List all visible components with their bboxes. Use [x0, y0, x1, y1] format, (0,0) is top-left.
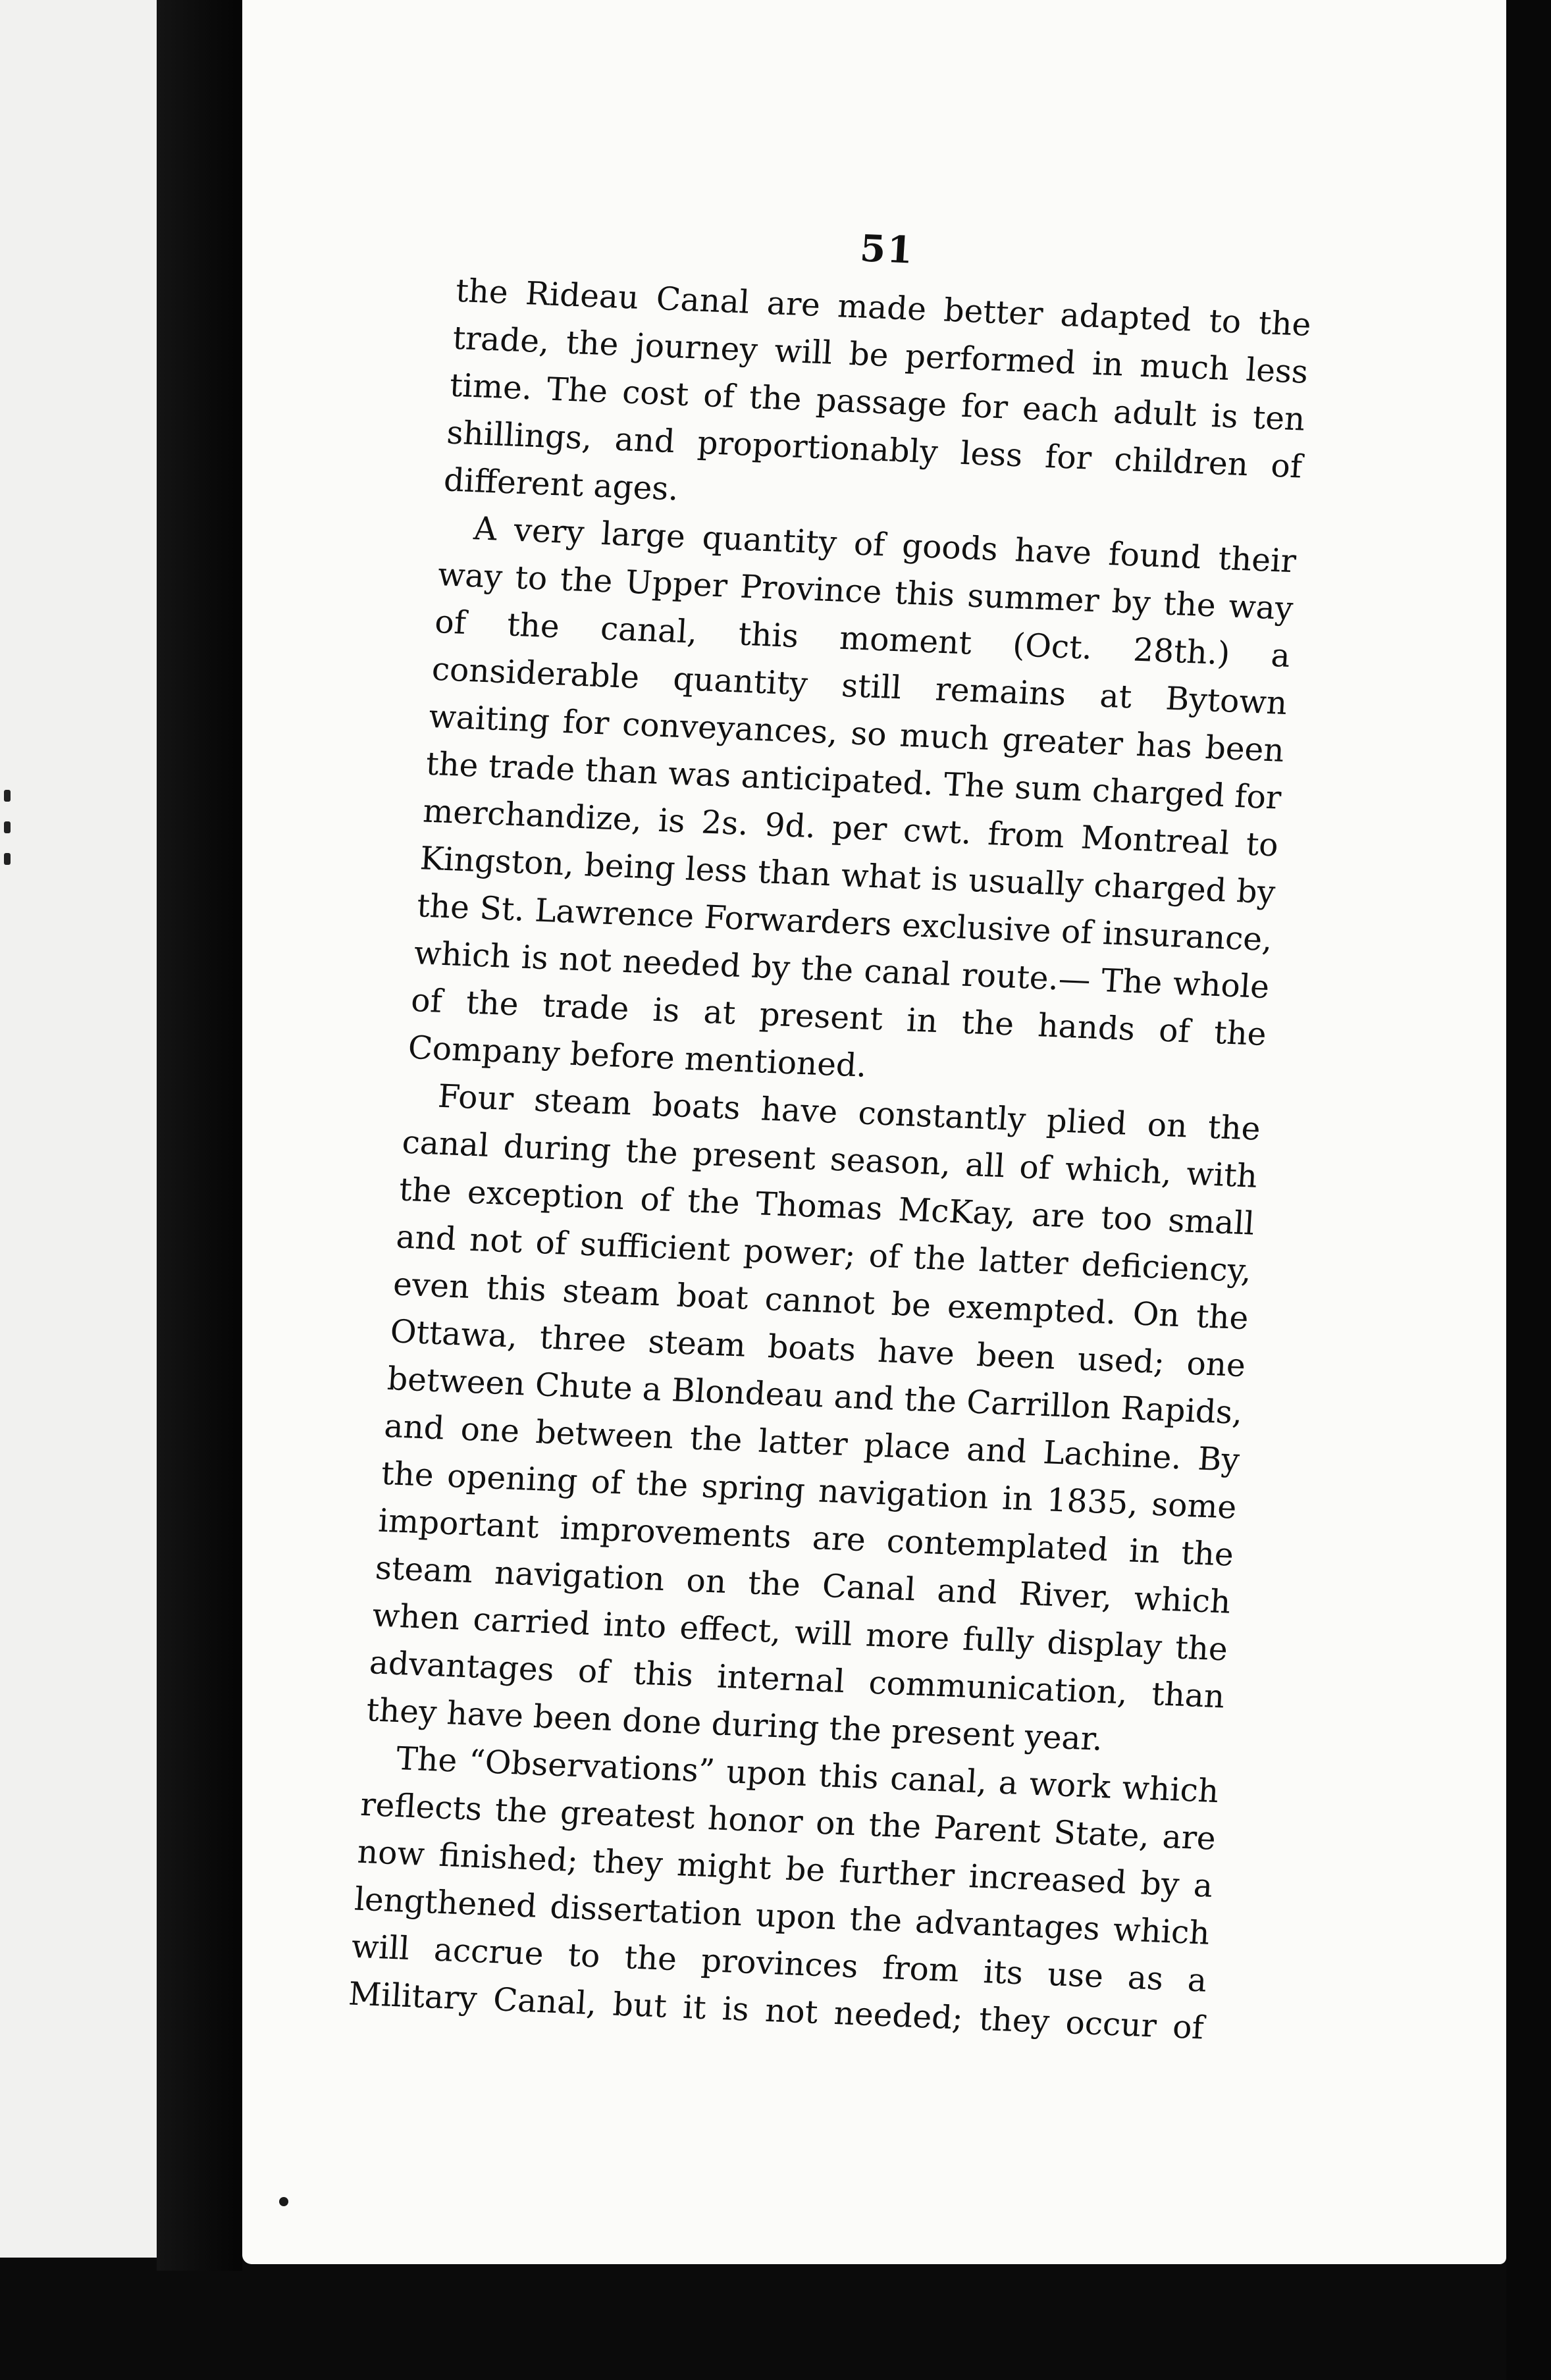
paragraph-1: the Rideau Canal are made better adapted to the trade, the journey will be performed in much less time. The cost of the passage for each adult is ten shillings, and proportionably less for children of different ages.	[442, 272, 1313, 508]
paragraph-3: Four steam boats have constantly plied on the canal during the present season, all of which, with the exception of the Thomas McKay, are too small and not of sufficient power; of the latter deficiency, even this steam boat cannot be exempted. On the Ottawa, three steam boats have been used; one between Chute a Blondeau and the Carrillon Rapids, and one between the latter place and Lachine. By the opening of the spring navigation in 1835, some important improvements are contemplated in the steam navigation on the Canal and River, which when carried into effect, will more fully display the advantages of this internal communication, than they have been done during the present year.	[365, 1077, 1262, 1758]
left-facing-page	[0, 0, 157, 2258]
paragraph-4: The “Observations” upon this canal, a work which reflects the greatest honor on the Parent State, are now finished; they might be further increased by a lengthened dissertation upon the advantages which will accrue to the provinces from its use as a Military Canal, but it is not needed; they occur of	[347, 1740, 1220, 2047]
margin-ink-dot	[279, 2197, 288, 2206]
gutter-shadow	[157, 0, 242, 2271]
scan-border	[1506, 0, 1551, 2380]
page-number: 51	[858, 226, 916, 272]
paragraph-2: A very large quantity of goods have found their way to the Upper Province this summer by the way of the canal, this moment (Oct. 28th.) a considerable quantity still remains at Bytown waiting for conveyances, so much greater has been the trade than was anticipated. The sum charged for merchandize, is 2s. 9d. per cwt. from Montreal to Kingston, being less than what is usually charged by the St. Lawrence Forwarders exclusive of insurance, which is not needed by the canal route.— The whole of the trade is at present in the hands of the Company before mentioned.	[407, 510, 1298, 1085]
text-column	[347, 211, 1316, 2052]
left-page-bleed-marks	[0, 790, 18, 921]
